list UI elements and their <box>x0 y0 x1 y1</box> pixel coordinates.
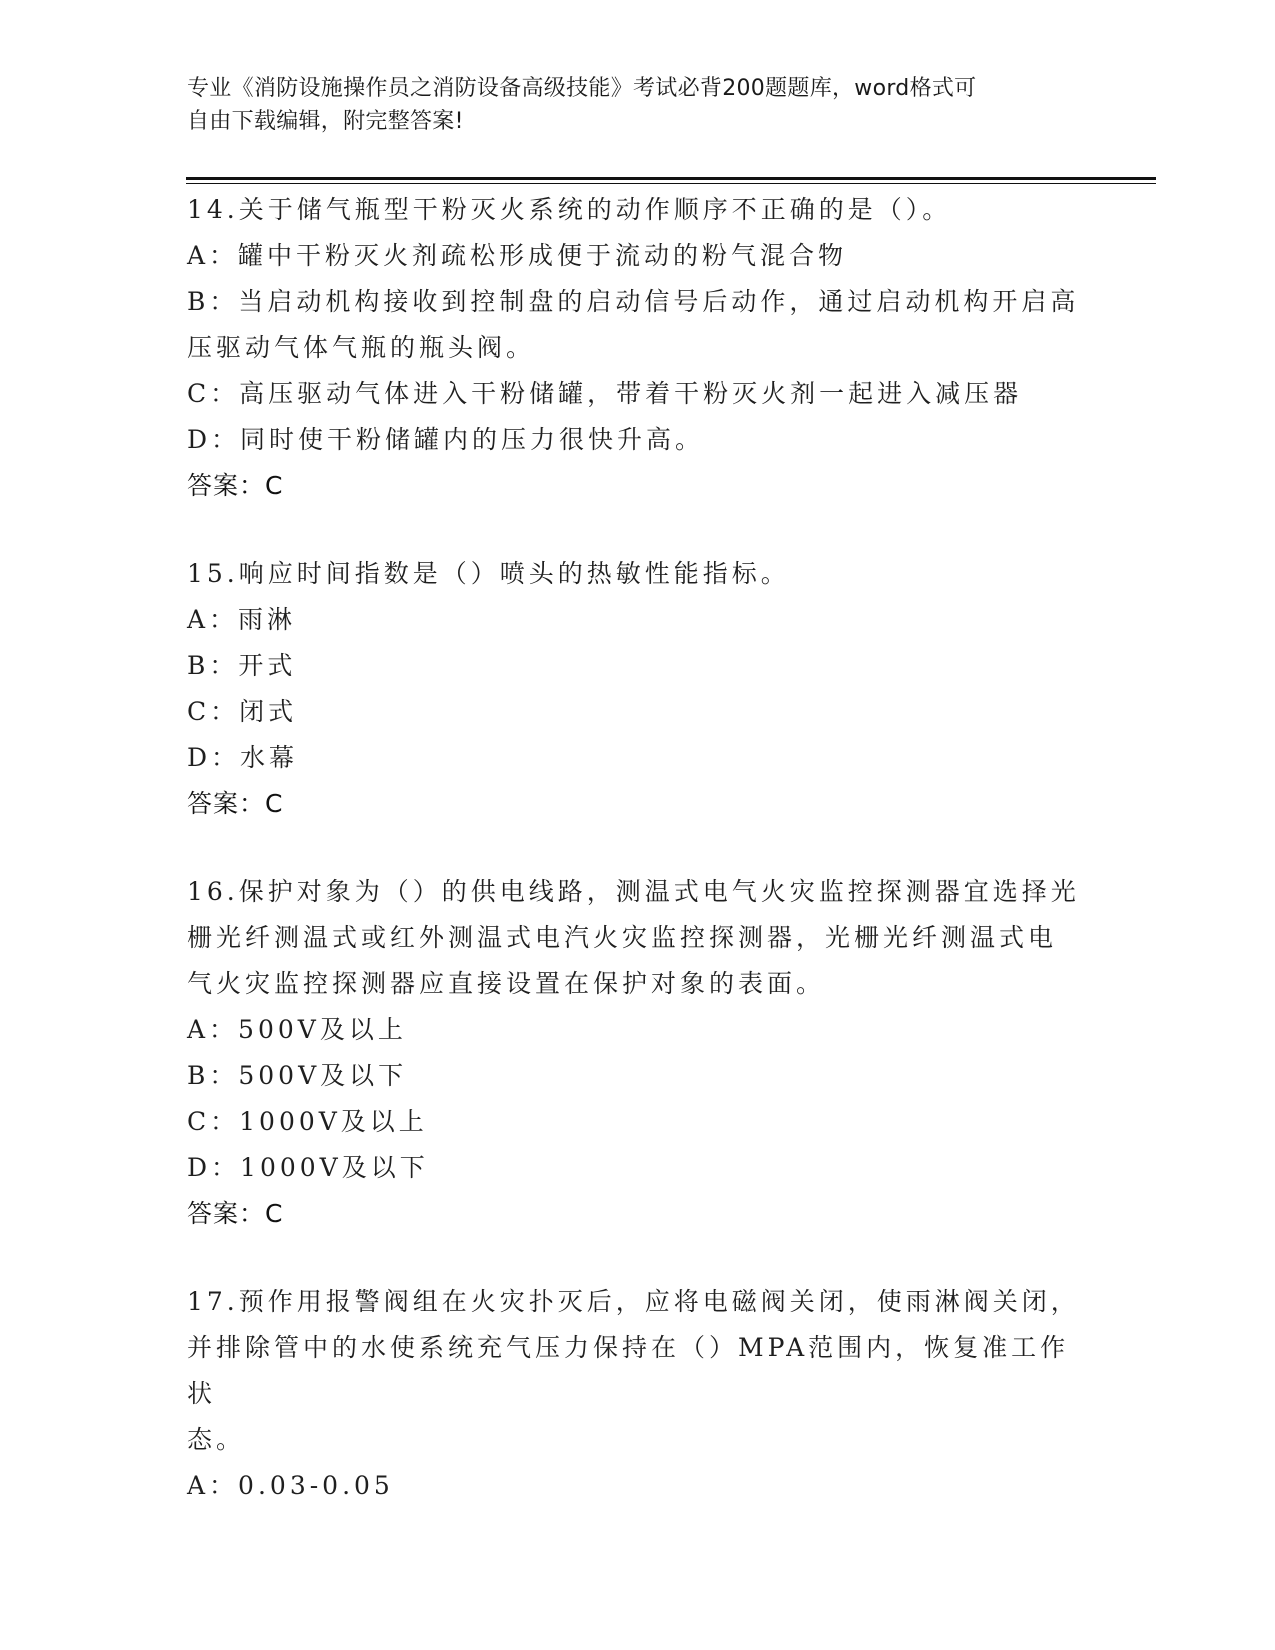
question-block <box>187 187 1087 509</box>
question-list <box>187 187 1087 1509</box>
option-line: D：同时使干粉储罐内的压力很快升高。 <box>187 425 705 454</box>
question-stem-line: 14.关于储气瓶型干粉灭火系统的动作顺序不正确的是（）。 <box>187 195 952 224</box>
question-stem-line: 气火灾监控探测器应直接设置在保护对象的表面。 <box>187 969 826 998</box>
question-stem-line: 态。 <box>187 1425 246 1454</box>
header-rule-thin <box>186 183 1156 184</box>
question-block <box>187 869 1087 1237</box>
question-spacer <box>187 1237 1087 1279</box>
header-line-1: 专业《消防设施操作员之消防设备高级技能》考试必背200题题库，word格式可 <box>187 76 977 101</box>
question-spacer <box>187 509 1087 551</box>
option-line: B：开式 <box>187 651 297 680</box>
option-line: A：雨淋 <box>187 605 297 634</box>
option-line: C：1000V及以上 <box>187 1107 428 1136</box>
option-line: A：0.03-0.05 <box>187 1471 394 1500</box>
question-stem-line: 17.预作用报警阀组在火灾扑灭后，应将电磁阀关闭，使雨淋阀关闭， <box>187 1287 1080 1316</box>
question-stem-line: 并排除管中的水使系统充气压力保持在（）MPA范围内，恢复准工作状 <box>187 1333 1070 1408</box>
header-rule-thick <box>186 177 1156 180</box>
question-stem-line: 15.响应时间指数是（）喷头的热敏性能指标。 <box>187 559 790 588</box>
option-line: A：罐中干粉灭火剂疏松形成便于流动的粉气混合物 <box>187 241 848 270</box>
option-line: D：水幕 <box>187 743 299 772</box>
question-block <box>187 1279 1087 1509</box>
option-line: B：500V及以下 <box>187 1061 408 1090</box>
option-line: 压驱动气体气瓶的瓶头阀。 <box>187 333 536 362</box>
question-stem-line: 16.保护对象为（）的供电线路，测温式电气火灾监控探测器宜选择光 <box>187 877 1080 906</box>
option-line: D：1000V及以下 <box>187 1153 429 1182</box>
option-line: B：当启动机构接收到控制盘的启动信号后动作，通过启动机构开启高 <box>187 287 1080 316</box>
option-line: C：闭式 <box>187 697 298 726</box>
question-stem-line: 栅光纤测温式或红外测温式电汽火灾监控探测器，光栅光纤测温式电 <box>187 923 1058 952</box>
option-line: C：高压驱动气体进入干粉储罐，带着干粉灭火剂一起进入减压器 <box>187 379 1023 408</box>
document-header <box>187 72 1067 138</box>
question-spacer <box>187 827 1087 869</box>
option-line: A：500V及以上 <box>187 1015 407 1044</box>
answer-line: 答案：C <box>187 471 284 500</box>
answer-line: 答案：C <box>187 789 284 818</box>
question-block <box>187 551 1087 827</box>
header-line-2: 自由下载编辑，附完整答案! <box>187 109 464 134</box>
answer-line: 答案：C <box>187 1199 284 1228</box>
